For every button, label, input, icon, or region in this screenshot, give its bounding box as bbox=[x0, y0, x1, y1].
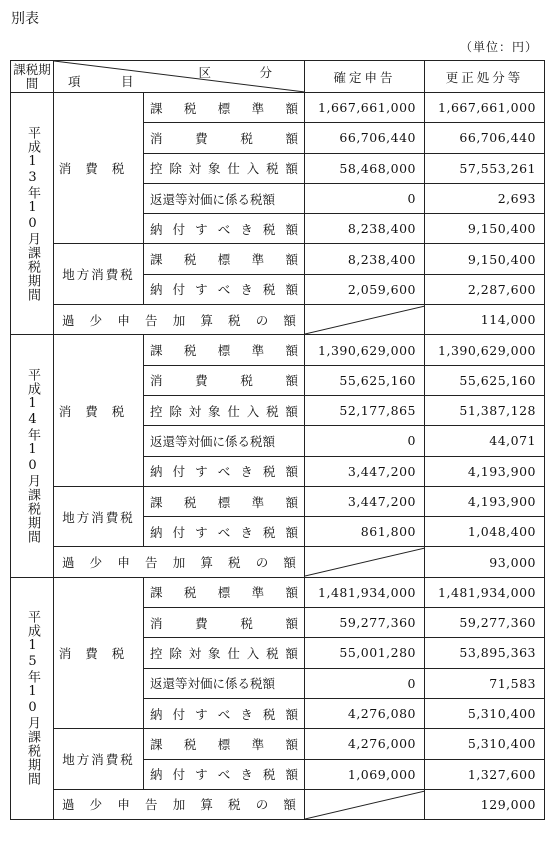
value-filed: 66,706,440 bbox=[305, 123, 425, 153]
item-label bbox=[144, 395, 305, 425]
value-corrected: 59,277,360 bbox=[425, 608, 545, 638]
category-consumption-tax: 消費税 bbox=[54, 577, 144, 728]
value-filed: 8,238,400 bbox=[305, 244, 425, 274]
value-corrected: 5,310,400 bbox=[425, 729, 545, 759]
item-label-text: 納 付 す べ き 税 額 bbox=[150, 282, 298, 298]
value-corrected: 51,387,128 bbox=[425, 395, 545, 425]
penalty-label bbox=[54, 547, 305, 577]
item-label bbox=[144, 486, 305, 516]
item-label bbox=[144, 698, 305, 728]
item-label-text: 消 費 税 額 bbox=[150, 373, 298, 389]
category-local-consumption-tax: 地方消費税 bbox=[54, 486, 144, 547]
value-filed: 8,238,400 bbox=[305, 214, 425, 244]
value-filed: 52,177,865 bbox=[305, 395, 425, 425]
penalty-filed-not-applicable bbox=[305, 547, 425, 577]
value-filed: 1,390,629,000 bbox=[305, 335, 425, 365]
header-corrected-assessment: 更正処分等 bbox=[425, 61, 545, 93]
item-label-text: 課 税 標 準 額 bbox=[150, 736, 298, 752]
item-label bbox=[144, 517, 305, 547]
value-corrected: 1,048,400 bbox=[425, 517, 545, 547]
value-corrected: 1,481,934,000 bbox=[425, 577, 545, 607]
header-filed-return: 確定申告 bbox=[305, 61, 425, 93]
diagonal-strike-line bbox=[305, 790, 425, 820]
value-corrected: 4,193,900 bbox=[425, 456, 545, 486]
item-label-text: 課 税 標 準 額 bbox=[150, 252, 298, 268]
penalty-label bbox=[54, 789, 305, 819]
item-label bbox=[144, 729, 305, 759]
item-label-text: 控 除 対 象 仕 入 税 額 bbox=[150, 403, 298, 419]
value-corrected: 66,706,440 bbox=[425, 123, 545, 153]
header-category-label: 区 分 bbox=[198, 65, 290, 80]
penalty-filed-not-applicable bbox=[305, 305, 425, 335]
item-label bbox=[144, 244, 305, 274]
unit-label: （単位：円） bbox=[459, 40, 538, 54]
value-filed: 3,447,200 bbox=[305, 456, 425, 486]
item-label bbox=[144, 608, 305, 638]
penalty-label bbox=[54, 305, 305, 335]
category-local-consumption-tax: 地方消費税 bbox=[54, 244, 144, 305]
item-label: 返還等対価に係る税額 bbox=[144, 183, 305, 213]
attachment-title: 別表 bbox=[11, 11, 39, 27]
value-corrected: 55,625,160 bbox=[425, 365, 545, 395]
item-label: 返還等対価に係る税額 bbox=[144, 426, 305, 456]
item-label-text: 課 税 標 準 額 bbox=[150, 343, 298, 359]
value-filed: 0 bbox=[305, 668, 425, 698]
item-label bbox=[144, 456, 305, 486]
value-filed: 59,277,360 bbox=[305, 608, 425, 638]
penalty-amount: 114,000 bbox=[425, 305, 545, 335]
value-filed: 1,667,661,000 bbox=[305, 93, 425, 123]
value-corrected: 1,327,600 bbox=[425, 759, 545, 789]
value-corrected: 57,553,261 bbox=[425, 153, 545, 183]
penalty-row bbox=[11, 305, 545, 335]
consumption-tax-row bbox=[11, 577, 545, 607]
item-label-text: 納 付 す べ き 税 額 bbox=[150, 706, 298, 722]
value-corrected: 4,193,900 bbox=[425, 486, 545, 516]
value-filed: 4,276,000 bbox=[305, 729, 425, 759]
tax-assessment-table bbox=[10, 60, 545, 820]
value-filed: 1,481,934,000 bbox=[305, 577, 425, 607]
header-row bbox=[11, 61, 545, 93]
item-label bbox=[144, 214, 305, 244]
penalty-row bbox=[11, 789, 545, 819]
item-label-text: 課 税 標 準 額 bbox=[150, 585, 298, 601]
value-filed: 861,800 bbox=[305, 517, 425, 547]
item-label-text: 課 税 標 準 額 bbox=[150, 100, 298, 116]
value-corrected: 53,895,363 bbox=[425, 638, 545, 668]
value-corrected: 1,390,629,000 bbox=[425, 335, 545, 365]
value-filed: 55,625,160 bbox=[305, 365, 425, 395]
item-label bbox=[144, 123, 305, 153]
diagonal-strike-line bbox=[305, 547, 425, 577]
item-label bbox=[144, 759, 305, 789]
value-filed: 58,468,000 bbox=[305, 153, 425, 183]
item-label-text: 納 付 す べ き 税 額 bbox=[150, 767, 298, 783]
value-corrected: 44,071 bbox=[425, 426, 545, 456]
value-corrected: 9,150,400 bbox=[425, 244, 545, 274]
header-period: 課税期間 bbox=[11, 61, 54, 93]
value-corrected: 2,693 bbox=[425, 183, 545, 213]
penalty-amount: 93,000 bbox=[425, 547, 545, 577]
value-filed: 0 bbox=[305, 426, 425, 456]
item-label-text: 納 付 す べ き 税 額 bbox=[150, 464, 298, 480]
header-category-item bbox=[54, 61, 305, 93]
item-label: 返還等対価に係る税額 bbox=[144, 668, 305, 698]
diagonal-strike-line bbox=[305, 305, 425, 335]
item-label-text: 納 付 す べ き 税 額 bbox=[150, 221, 298, 237]
value-corrected: 5,310,400 bbox=[425, 698, 545, 728]
value-filed: 0 bbox=[305, 183, 425, 213]
penalty-label-text: 過 少 申 告 加 算 税 の 額 bbox=[62, 797, 296, 813]
item-label bbox=[144, 335, 305, 365]
local-consumption-tax-row bbox=[11, 729, 545, 759]
item-label bbox=[144, 153, 305, 183]
value-filed: 3,447,200 bbox=[305, 486, 425, 516]
consumption-tax-row bbox=[11, 335, 545, 365]
item-label bbox=[144, 274, 305, 304]
category-local-consumption-tax: 地方消費税 bbox=[54, 729, 144, 790]
penalty-label-text: 過 少 申 告 加 算 税 の 額 bbox=[62, 312, 296, 328]
penalty-filed-not-applicable bbox=[305, 789, 425, 819]
value-corrected: 71,583 bbox=[425, 668, 545, 698]
item-label-text: 控 除 対 象 仕 入 税 額 bbox=[150, 645, 298, 661]
category-consumption-tax: 消費税 bbox=[54, 335, 144, 486]
value-corrected: 1,667,661,000 bbox=[425, 93, 545, 123]
penalty-row bbox=[11, 547, 545, 577]
item-label-text: 課 税 標 準 額 bbox=[150, 494, 298, 510]
local-consumption-tax-row bbox=[11, 244, 545, 274]
period-name: 平成14年10月課税期間 bbox=[11, 335, 54, 577]
value-filed: 2,059,600 bbox=[305, 274, 425, 304]
value-filed: 55,001,280 bbox=[305, 638, 425, 668]
period-name: 平成13年10月課税期間 bbox=[11, 93, 54, 335]
penalty-amount: 129,000 bbox=[425, 789, 545, 819]
item-label-text: 消 費 税 額 bbox=[150, 615, 298, 631]
penalty-label-text: 過 少 申 告 加 算 税 の 額 bbox=[62, 555, 296, 571]
local-consumption-tax-row bbox=[11, 486, 545, 516]
item-label bbox=[144, 577, 305, 607]
item-label bbox=[144, 365, 305, 395]
period-name: 平成15年10月課税期間 bbox=[11, 577, 54, 819]
item-label-text: 消 費 税 額 bbox=[150, 130, 298, 146]
item-label-text: 控 除 対 象 仕 入 税 額 bbox=[150, 161, 298, 177]
value-corrected: 2,287,600 bbox=[425, 274, 545, 304]
value-filed: 4,276,080 bbox=[305, 698, 425, 728]
value-filed: 1,069,000 bbox=[305, 759, 425, 789]
category-consumption-tax: 消費税 bbox=[54, 93, 144, 244]
item-label-text: 納 付 す べ き 税 額 bbox=[150, 524, 298, 540]
item-label bbox=[144, 638, 305, 668]
value-corrected: 9,150,400 bbox=[425, 214, 545, 244]
header-item-label: 項 目 bbox=[68, 74, 148, 89]
consumption-tax-row bbox=[11, 93, 545, 123]
item-label bbox=[144, 93, 305, 123]
